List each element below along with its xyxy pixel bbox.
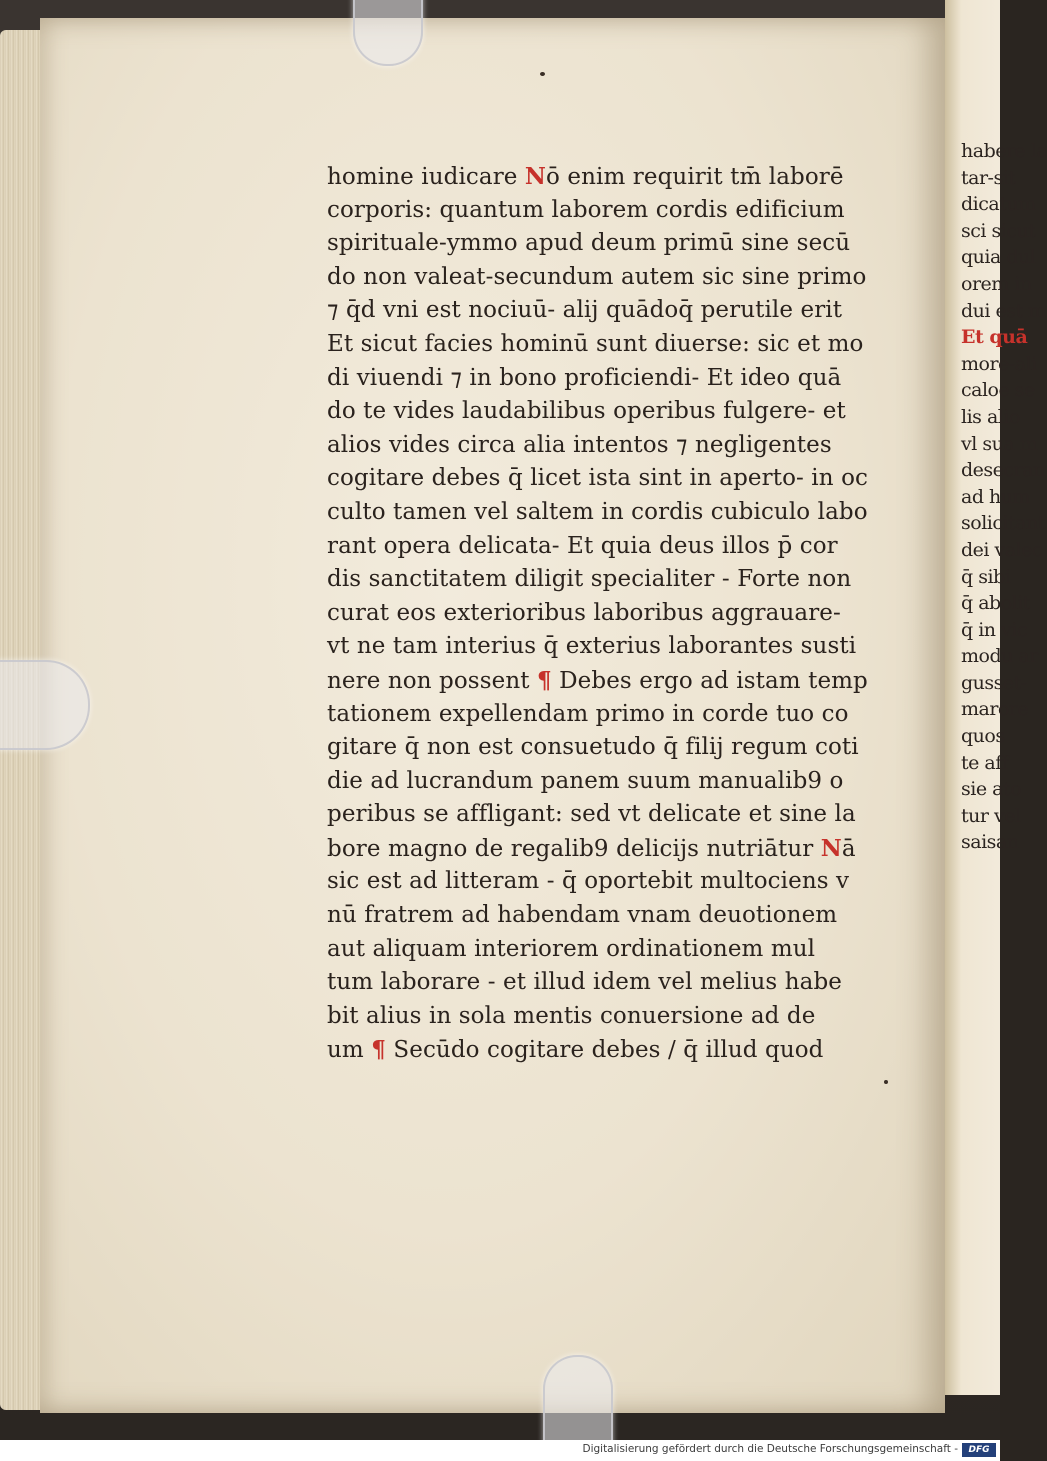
text-line: Et sicut facies hominū sunt diuerse: sic et mo	[327, 330, 864, 357]
rubric-mark: ¶	[371, 1036, 386, 1064]
text-line: curat eos exterioribus laboribus aggrauare-	[327, 599, 841, 626]
ink-speck	[884, 1080, 888, 1084]
recto-text-line: gusset-	[961, 671, 1027, 694]
text-line: bore magno de regalib9 delicijs nutriātur Nā	[327, 834, 856, 862]
rubric-mark: N	[820, 834, 842, 862]
recto-text-line: dicatum	[961, 193, 1036, 216]
recto-text-line: ad hum	[961, 485, 1031, 508]
text-line: culto tamen vel saltem in cordis cubiculo labo	[327, 498, 868, 525]
text-line: dis sanctitatem diligit specialiter - Forte non	[327, 566, 852, 593]
rubric-mark: ¶	[536, 666, 552, 694]
recto-text-line: te aff	[961, 751, 1009, 774]
text-line: um ¶ Secūdo cogitare debes / q̄ illud quod	[327, 1036, 824, 1064]
text-line: spirituale-ymmo apud deum primū sine secū	[327, 230, 851, 257]
recto-text-line: quos	[961, 725, 1005, 748]
recto-text-line: dui est m	[961, 299, 1046, 322]
recto-text-line: marore	[961, 698, 1029, 721]
ink-speck	[540, 72, 545, 76]
recto-text-line: desecran	[961, 459, 1045, 482]
recto-text-line: quia dul	[961, 246, 1036, 269]
recto-text-line: q̄ abolit	[961, 592, 1030, 615]
recto-text-line: vl sua m	[961, 432, 1038, 455]
recto-text-line: orem in	[961, 272, 1032, 295]
verso-text-block	[327, 160, 867, 1067]
text-line: bit alius in sola mentis conuersione ad de	[327, 1002, 816, 1029]
text-line: rant opera delicata- Et quia deus illos p̄ cor	[327, 532, 838, 559]
recto-text-line: modu ar	[961, 645, 1038, 668]
text-line: gitare q̄ non est consuetudo q̄ filij regum coti	[327, 734, 859, 761]
text-line: do te vides laudabilibus operibus fulgere- et	[327, 398, 846, 425]
text-line: die ad lucrandum panem suum manualib9 o	[327, 767, 844, 794]
text-line: aut aliquam interiorem ordinationem mul	[327, 935, 816, 962]
text-line: nere non possent ¶ Debes ergo ad istam temp	[327, 666, 868, 694]
text-line: ⁊ q̄d vni est nociuū- alij quādoq̄ perutile erit	[327, 297, 843, 324]
recto-text-line: sci sicut	[961, 219, 1036, 242]
book-clamp-side	[0, 660, 90, 750]
text-line: sic est ad litteram - q̄ oportebit multociens v	[327, 868, 850, 895]
dfg-logo: DFG	[962, 1443, 996, 1457]
text-line: corporis: quantum laborem cordis edificium	[327, 196, 845, 223]
text-line: cogitare debes q̄ licet ista sint in aperto- in oc	[327, 465, 869, 492]
scan-footer	[0, 1440, 1000, 1461]
recto-text-fragment	[961, 138, 1047, 856]
recto-text-line: habere la	[961, 140, 1047, 162]
text-line: tum laborare - et illud idem vel melius habe	[327, 969, 843, 996]
text-line: do non valeat-secundum autem sic sine primo	[327, 263, 867, 290]
rubric-mark: N	[524, 163, 547, 190]
recto-text-line: solicitant	[961, 512, 1045, 535]
text-line: peribus se affligant: sed vt delicate et sine la	[327, 801, 856, 828]
text-line: vt ne tam interius q̄ exterius laborantes susti	[327, 633, 857, 660]
book-clamp-top	[353, 0, 423, 66]
recto-text-line: q̄ sibi	[961, 565, 1011, 588]
recto-text-line: dei valec	[961, 538, 1043, 561]
text-line: alios vides circa alia intentos ⁊ negligentes	[327, 431, 832, 458]
recto-text-line: caloe se	[961, 379, 1035, 402]
text-line: nū fratrem ad habendam vnam deuotionem	[327, 902, 838, 929]
text-line: di viuendi ⁊ in bono proficiendi- Et ideo quā	[327, 364, 842, 391]
recto-text-line: more-ali	[961, 352, 1037, 375]
funding-credit: Digitalisierung gefördert durch die Deutsche Forschungsgemeinschaft -	[582, 1443, 958, 1455]
text-line: homine iudicare Nō enim requirit tm̄ laborē	[327, 163, 844, 190]
recto-text-line: saisan	[961, 831, 1019, 854]
text-line: tationem expellendam primo in corde tuo co	[327, 700, 849, 727]
recto-text-line: tur vel	[961, 804, 1021, 827]
recto-text-line: tar-sit	[961, 166, 1016, 189]
recto-page-fragment	[945, 0, 1047, 1395]
recto-text-line: lis alio	[961, 405, 1020, 428]
recto-text-line: q̄ in vic	[961, 618, 1028, 641]
recto-text-line: Et quā	[961, 326, 1028, 349]
recto-text-line: sie ato	[961, 778, 1022, 801]
